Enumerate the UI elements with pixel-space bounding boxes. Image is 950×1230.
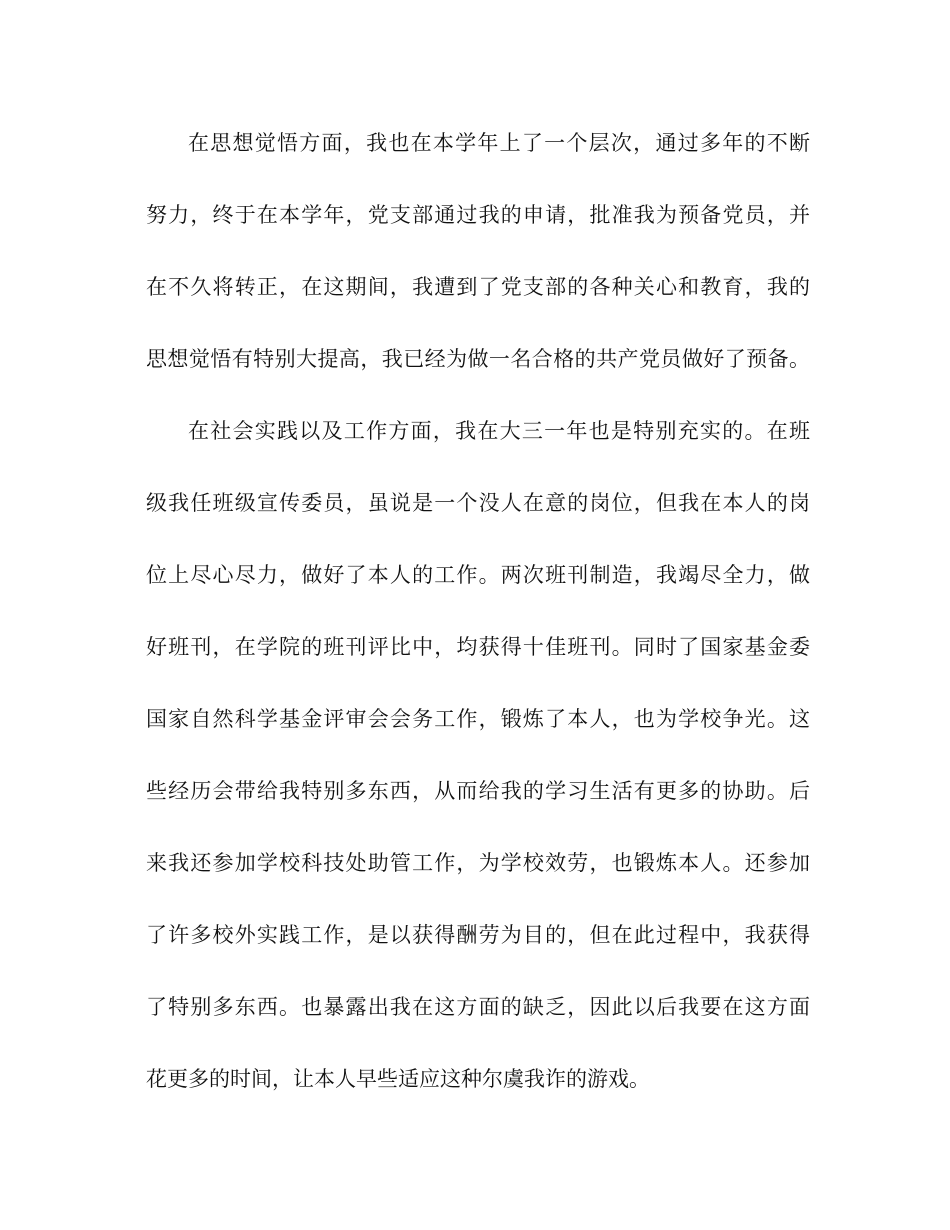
document-body <box>146 112 810 1120</box>
paragraph-line: 在思想觉悟方面，我也在本学年上了一个层次，通过多年的不断 <box>188 131 810 155</box>
paragraph-line: 国家自然科学基金评审会会务工作，锻炼了本人，也为学校争光。这 <box>146 707 810 731</box>
paragraph-line: 在不久将转正，在这期间，我遭到了党支部的各种关心和教育，我的 <box>146 275 810 299</box>
paragraph-line: 在社会实践以及工作方面，我在大三一年也是特别充实的。在班 <box>188 419 810 443</box>
paragraph-line: 努力，终于在本学年，党支部通过我的申请，批准我为预备党员，并 <box>146 203 810 227</box>
paragraph-line: 了许多校外实践工作，是以获得酬劳为目的，但在此过程中，我获得 <box>146 923 810 947</box>
paragraph-line: 来我还参加学校科技处助管工作，为学校效劳，也锻炼本人。还参加 <box>146 851 810 875</box>
paragraph-line: 了特别多东西。也暴露出我在这方面的缺乏，因此以后我要在这方面 <box>146 995 810 1019</box>
paragraph-line: 些经历会带给我特别多东西，从而给我的学习生活有更多的协助。后 <box>146 779 810 803</box>
paragraph-line: 思想觉悟有特别大提高，我已经为做一名合格的共产党员做好了预备。 <box>146 347 810 371</box>
paragraph-2 <box>146 400 810 1120</box>
paragraph-line: 级我任班级宣传委员，虽说是一个没人在意的岗位，但我在本人的岗 <box>146 491 810 515</box>
paragraph-line: 花更多的时间，让本人早些适应这种尔虞我诈的游戏。 <box>146 1067 650 1091</box>
paragraph-line: 位上尽心尽力，做好了本人的工作。两次班刊制造，我竭尽全力，做 <box>146 563 810 587</box>
paragraph-line: 好班刊，在学院的班刊评比中，均获得十佳班刊。同时了国家基金委 <box>146 635 810 659</box>
paragraph-1 <box>146 112 810 400</box>
